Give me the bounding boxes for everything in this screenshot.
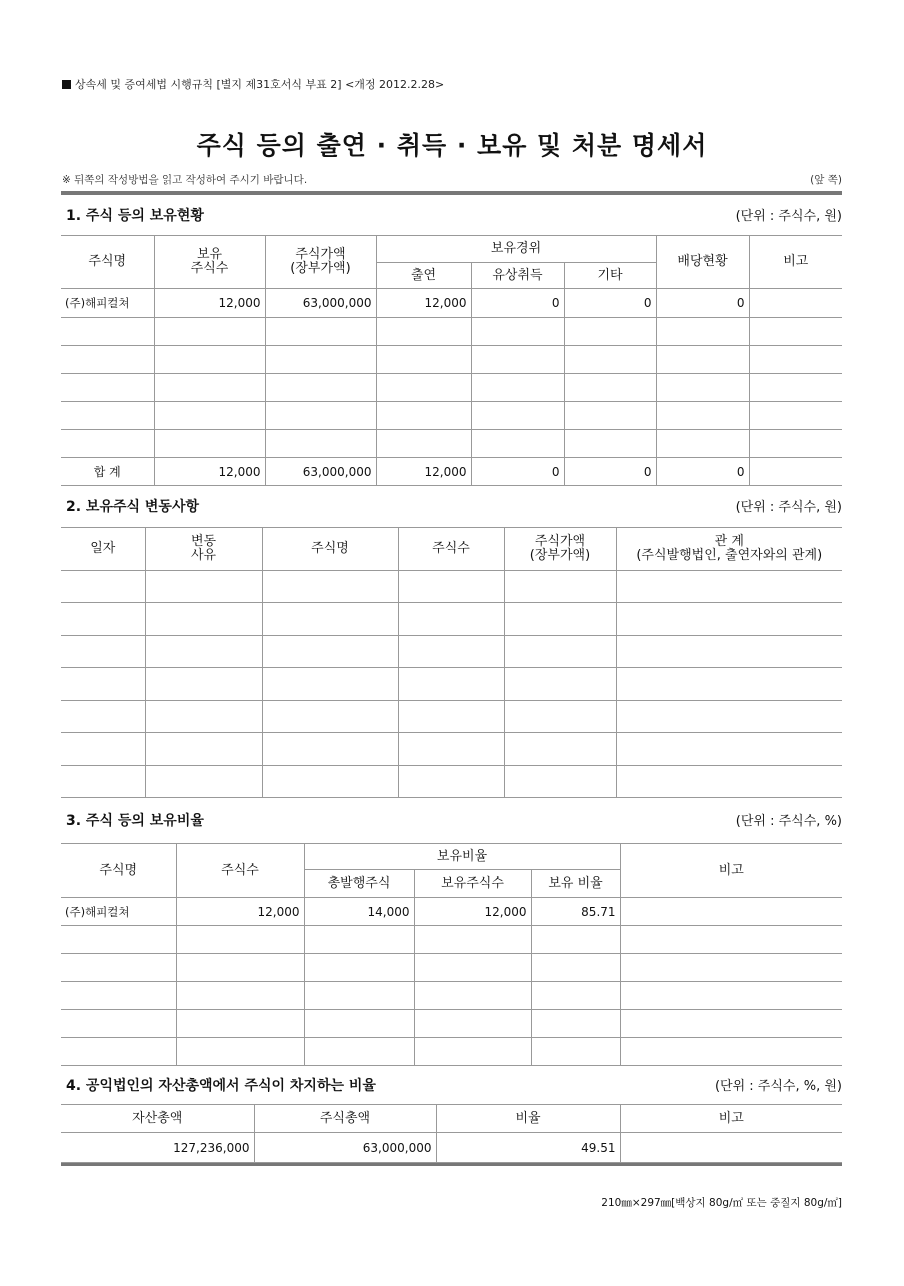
col-change-reason bbox=[145, 528, 262, 571]
cell-empty bbox=[61, 603, 145, 636]
cell-empty bbox=[564, 430, 656, 458]
cell-empty bbox=[145, 733, 262, 766]
col-held-shares-l1: 보유 bbox=[196, 247, 223, 262]
table-row bbox=[61, 289, 842, 318]
cell-empty bbox=[145, 636, 262, 668]
col-shares: 주식수 bbox=[398, 528, 504, 571]
cell-empty bbox=[616, 636, 842, 668]
cell-pct: 85.71 bbox=[531, 898, 620, 926]
cell-empty bbox=[531, 926, 620, 954]
cell-total-other: 0 bbox=[564, 458, 656, 486]
cell-empty bbox=[398, 603, 504, 636]
cell-total-remark bbox=[749, 458, 842, 486]
form-reference-note bbox=[62, 76, 444, 92]
table-row bbox=[61, 430, 842, 458]
col-ratio: 비율 bbox=[436, 1105, 620, 1133]
col-book-value-l1: 주식가액 bbox=[295, 247, 346, 262]
col-paid-acquisition: 유상취득 bbox=[471, 263, 564, 289]
col-book-value-l2: (장부가액) bbox=[529, 548, 591, 563]
cell-empty bbox=[154, 430, 265, 458]
cell-total-contrib: 12,000 bbox=[376, 458, 471, 486]
cell-empty bbox=[265, 430, 376, 458]
cell-empty bbox=[262, 766, 398, 798]
cell-total-issued: 14,000 bbox=[304, 898, 414, 926]
cell-empty bbox=[656, 430, 749, 458]
col-book-value bbox=[265, 236, 376, 289]
table-row bbox=[61, 1038, 842, 1066]
section2-unit: (단위 : 주식수, 원) bbox=[735, 500, 842, 515]
cell-empty bbox=[749, 318, 842, 346]
cell-empty bbox=[414, 926, 531, 954]
paper-spec: 210㎜×297㎜[백상지 80g/㎡ 또는 중질지 80g/㎡] bbox=[601, 1197, 842, 1209]
cell-empty bbox=[262, 701, 398, 733]
ratio-table bbox=[61, 843, 842, 1066]
cell-empty bbox=[616, 733, 842, 766]
section1-unit: (단위 : 주식수, 원) bbox=[735, 209, 842, 224]
section2-title: 2. 보유주식 변동사항 bbox=[66, 499, 199, 515]
cell-empty bbox=[262, 603, 398, 636]
cell-empty bbox=[471, 346, 564, 374]
cell-empty bbox=[398, 668, 504, 701]
table-row bbox=[61, 1133, 842, 1163]
cell-empty bbox=[61, 733, 145, 766]
col-change-reason-l1: 변동 bbox=[190, 534, 217, 549]
col-other: 기타 bbox=[564, 263, 656, 289]
cell-empty bbox=[304, 1038, 414, 1066]
section3-unit: (단위 : 주식수, %) bbox=[735, 814, 842, 829]
table-row bbox=[61, 374, 842, 402]
cell-ratio: 49.51 bbox=[436, 1133, 620, 1163]
cell-empty bbox=[176, 982, 304, 1010]
cell-held: 12,000 bbox=[414, 898, 531, 926]
col-book-value-l1: 주식가액 bbox=[534, 534, 586, 549]
cell-empty bbox=[564, 402, 656, 430]
table-row bbox=[61, 701, 842, 733]
cell-empty bbox=[616, 766, 842, 798]
cell-empty bbox=[749, 430, 842, 458]
col-stock-name: 주식명 bbox=[61, 844, 176, 898]
cell-assets: 127,236,000 bbox=[61, 1133, 254, 1163]
cell-empty bbox=[398, 766, 504, 798]
cell-paid: 0 bbox=[471, 289, 564, 318]
table-row bbox=[61, 318, 842, 346]
cell-empty bbox=[531, 1038, 620, 1066]
cell-total-shares: 12,000 bbox=[154, 458, 265, 486]
col-total-assets: 자산총액 bbox=[61, 1105, 254, 1133]
cell-empty bbox=[564, 374, 656, 402]
cell-empty bbox=[61, 1010, 176, 1038]
cell-empty bbox=[504, 766, 616, 798]
cell-empty bbox=[414, 1038, 531, 1066]
cell-empty bbox=[265, 374, 376, 402]
cell-empty bbox=[265, 318, 376, 346]
cell-empty bbox=[376, 346, 471, 374]
table-row bbox=[61, 668, 842, 701]
cell-empty bbox=[61, 766, 145, 798]
cell-empty bbox=[154, 374, 265, 402]
section1-title: 1. 주식 등의 보유현황 bbox=[66, 208, 204, 224]
cell-empty bbox=[504, 701, 616, 733]
col-holding-ratio: 보유비율 bbox=[304, 844, 620, 870]
cell-empty bbox=[154, 346, 265, 374]
cell-empty bbox=[616, 571, 842, 603]
cell-stocks: 63,000,000 bbox=[254, 1133, 436, 1163]
col-held-shares bbox=[154, 236, 265, 289]
cell-empty bbox=[176, 926, 304, 954]
cell-empty bbox=[61, 636, 145, 668]
table-row bbox=[61, 1010, 842, 1038]
col-stock-name: 주식명 bbox=[262, 528, 398, 571]
cell-empty bbox=[620, 954, 842, 982]
table-row bbox=[61, 571, 842, 603]
cell-empty bbox=[154, 318, 265, 346]
cell-empty bbox=[656, 402, 749, 430]
table-row bbox=[61, 402, 842, 430]
cell-empty bbox=[304, 926, 414, 954]
cell-empty bbox=[376, 374, 471, 402]
cell-other: 0 bbox=[564, 289, 656, 318]
cell-empty bbox=[61, 402, 154, 430]
cell-empty bbox=[531, 1010, 620, 1038]
col-relation-l1: 관 계 bbox=[714, 534, 744, 549]
col-change-reason-l2: 사유 bbox=[190, 548, 217, 563]
cell-empty bbox=[414, 982, 531, 1010]
cell-empty bbox=[616, 603, 842, 636]
cell-empty bbox=[471, 374, 564, 402]
cell-empty bbox=[616, 701, 842, 733]
cell-empty bbox=[61, 571, 145, 603]
cell-empty bbox=[531, 982, 620, 1010]
bottom-divider bbox=[61, 1163, 842, 1166]
cell-empty bbox=[61, 926, 176, 954]
cell-total-dividend: 0 bbox=[656, 458, 749, 486]
cell-empty bbox=[471, 318, 564, 346]
cell-empty bbox=[620, 1010, 842, 1038]
cell-empty bbox=[471, 402, 564, 430]
cell-empty bbox=[376, 318, 471, 346]
cell-remark bbox=[749, 289, 842, 318]
cell-empty bbox=[145, 766, 262, 798]
cell-empty bbox=[616, 668, 842, 701]
col-relation-l2: (주식발행법인, 출연자와의 관계) bbox=[636, 548, 823, 563]
cell-empty bbox=[398, 571, 504, 603]
cell-empty bbox=[154, 402, 265, 430]
table-row bbox=[61, 982, 842, 1010]
cell-empty bbox=[398, 733, 504, 766]
section3-title: 3. 주식 등의 보유비율 bbox=[66, 813, 204, 829]
changes-table bbox=[61, 527, 842, 798]
cell-empty bbox=[656, 318, 749, 346]
table-row bbox=[61, 954, 842, 982]
cell-empty bbox=[749, 346, 842, 374]
cell-contrib: 12,000 bbox=[376, 289, 471, 318]
total-row bbox=[61, 458, 842, 486]
cell-empty bbox=[61, 1038, 176, 1066]
table-row bbox=[61, 346, 842, 374]
table-row bbox=[61, 898, 842, 926]
cell-empty bbox=[61, 668, 145, 701]
cell-name: (주)해피컬쳐 bbox=[61, 289, 154, 318]
col-relation bbox=[616, 528, 842, 571]
section4-unit: (단위 : 주식수, %, 원) bbox=[714, 1079, 842, 1094]
cell-empty bbox=[145, 668, 262, 701]
cell-empty bbox=[504, 603, 616, 636]
table-row bbox=[61, 603, 842, 636]
cell-empty bbox=[620, 1038, 842, 1066]
cell-empty bbox=[376, 402, 471, 430]
cell-empty bbox=[145, 701, 262, 733]
table-row bbox=[61, 636, 842, 668]
page-side-label: (앞 쪽) bbox=[810, 174, 842, 186]
cell-empty bbox=[414, 954, 531, 982]
cell-empty bbox=[262, 571, 398, 603]
cell-empty bbox=[656, 346, 749, 374]
cell-empty bbox=[398, 701, 504, 733]
cell-empty bbox=[620, 926, 842, 954]
cell-empty bbox=[504, 571, 616, 603]
cell-remark bbox=[620, 898, 842, 926]
col-dividend: 배당현황 bbox=[656, 236, 749, 289]
cell-empty bbox=[61, 701, 145, 733]
cell-empty bbox=[304, 1010, 414, 1038]
cell-empty bbox=[265, 346, 376, 374]
col-stock-name: 주식명 bbox=[61, 236, 154, 289]
asset-ratio-table bbox=[61, 1104, 842, 1163]
col-shares: 주식수 bbox=[176, 844, 304, 898]
cell-empty bbox=[145, 603, 262, 636]
cell-empty bbox=[61, 318, 154, 346]
cell-empty bbox=[262, 668, 398, 701]
cell-empty bbox=[656, 374, 749, 402]
cell-empty bbox=[262, 636, 398, 668]
col-held-shares-l2: 주식수 bbox=[190, 261, 229, 276]
cell-empty bbox=[564, 346, 656, 374]
cell-value: 63,000,000 bbox=[265, 289, 376, 318]
col-held-shares: 보유주식수 bbox=[414, 870, 531, 898]
cell-total-paid: 0 bbox=[471, 458, 564, 486]
cell-shares: 12,000 bbox=[154, 289, 265, 318]
cell-empty bbox=[471, 430, 564, 458]
col-book-value bbox=[504, 528, 616, 571]
cell-empty bbox=[398, 636, 504, 668]
cell-empty bbox=[145, 571, 262, 603]
table-row bbox=[61, 926, 842, 954]
col-ratio-pct: 보유 비율 bbox=[531, 870, 620, 898]
form-reference-text: 상속세 및 증여세법 시행규칙 [별지 제31호서식 부표 2] <개정 2012.2.28> bbox=[75, 78, 445, 91]
cell-total-label: 합 계 bbox=[61, 458, 154, 486]
cell-empty bbox=[620, 982, 842, 1010]
page-title: 주식 등의 출연 · 취득 · 보유 및 처분 명세서 bbox=[196, 131, 708, 160]
holdings-table bbox=[61, 235, 842, 486]
cell-empty bbox=[504, 636, 616, 668]
cell-empty bbox=[176, 1038, 304, 1066]
col-total-issued: 총발행주식 bbox=[304, 870, 414, 898]
cell-empty bbox=[304, 982, 414, 1010]
col-book-value-l2: (장부가액) bbox=[290, 261, 351, 276]
cell-empty bbox=[376, 430, 471, 458]
col-date: 일자 bbox=[61, 528, 145, 571]
cell-empty bbox=[176, 954, 304, 982]
cell-empty bbox=[61, 982, 176, 1010]
col-acquisition: 보유경위 bbox=[376, 236, 656, 263]
cell-empty bbox=[564, 318, 656, 346]
table-row bbox=[61, 733, 842, 766]
cell-empty bbox=[265, 402, 376, 430]
section4-title: 4. 공익법인의 자산총액에서 주식이 차지하는 비율 bbox=[66, 1078, 376, 1094]
cell-empty bbox=[61, 430, 154, 458]
col-remark: 비고 bbox=[620, 844, 842, 898]
cell-empty bbox=[749, 402, 842, 430]
col-remark: 비고 bbox=[749, 236, 842, 289]
cell-empty bbox=[504, 733, 616, 766]
cell-shares: 12,000 bbox=[176, 898, 304, 926]
top-divider bbox=[61, 191, 842, 195]
writing-notice: ※ 뒤쪽의 작성방법을 읽고 작성하여 주시기 바랍니다. bbox=[62, 174, 308, 186]
col-total-stocks: 주식총액 bbox=[254, 1105, 436, 1133]
cell-empty bbox=[262, 733, 398, 766]
cell-empty bbox=[414, 1010, 531, 1038]
square-bullet-icon bbox=[62, 80, 71, 89]
cell-empty bbox=[61, 374, 154, 402]
cell-empty bbox=[749, 374, 842, 402]
col-remark: 비고 bbox=[620, 1105, 842, 1133]
cell-empty bbox=[531, 954, 620, 982]
cell-dividend: 0 bbox=[656, 289, 749, 318]
cell-empty bbox=[61, 346, 154, 374]
cell-empty bbox=[504, 668, 616, 701]
table-row bbox=[61, 766, 842, 798]
cell-empty bbox=[176, 1010, 304, 1038]
cell-empty bbox=[304, 954, 414, 982]
col-contribution: 출연 bbox=[376, 263, 471, 289]
cell-empty bbox=[61, 954, 176, 982]
cell-name: (주)해피컬쳐 bbox=[61, 898, 176, 926]
cell-total-value: 63,000,000 bbox=[265, 458, 376, 486]
cell-remark bbox=[620, 1133, 842, 1163]
